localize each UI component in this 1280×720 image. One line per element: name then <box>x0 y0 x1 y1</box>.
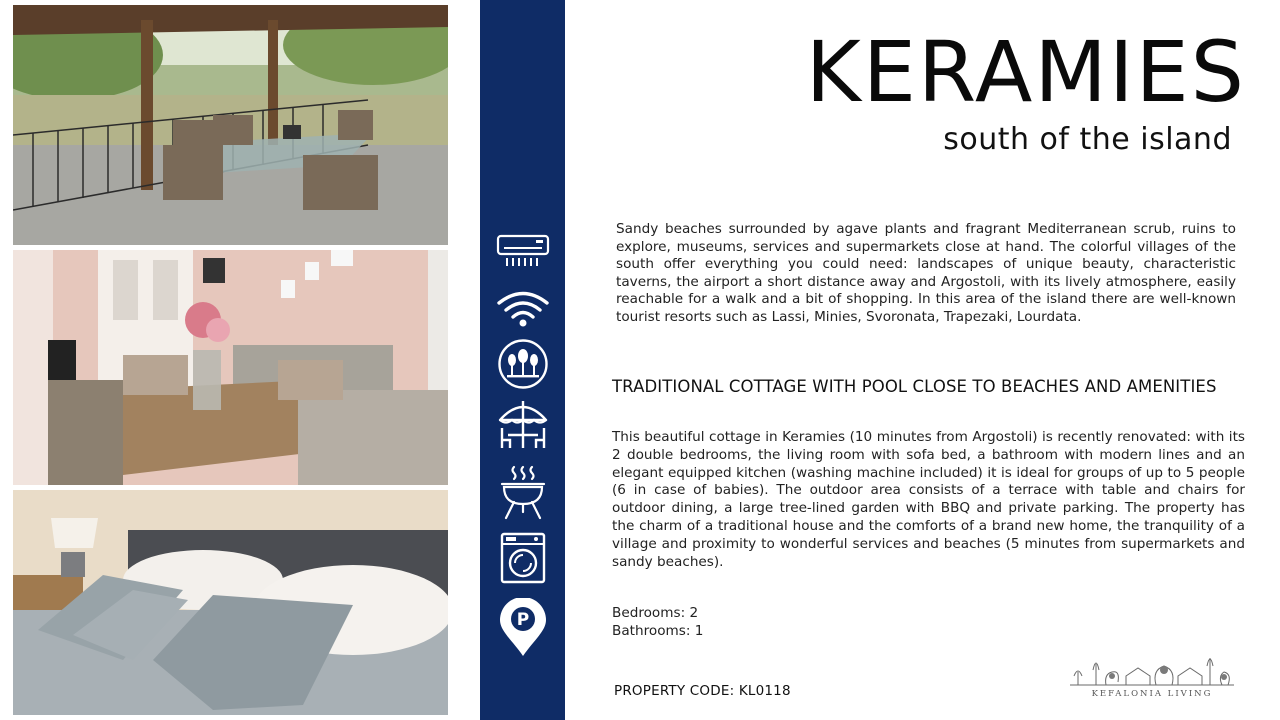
area-description: Sandy beaches surrounded by agave plants and fragrant Mediterranean scrub, ruins to explore, museums, services and supermarkets close at hand. The colorful villages of the south offer everything you could need: landscapes of unique beauty, characteristic taverns, the airport a short distance away and Argostoli, with its lively atmosphere, easily reachable for a walk and a bit of shopping. In this area of the island there are well-known tourist resorts such as Lassi, Minies, Svoronata, Trapezaki, Lourdata. <box>616 221 1236 325</box>
amenity-wifi <box>480 290 565 328</box>
kefalonia-living-logo <box>1066 652 1238 700</box>
property-code: PROPERTY CODE: KL0118 <box>614 683 791 699</box>
amenity-washing-machine <box>480 532 565 584</box>
listing-description: This beautiful cottage in Keramies (10 minutes from Argostoli) is recently renovated: with its 2 double bedrooms, the living room with sofa bed, a bathroom with modern lines and an elegant equipped kitchen (washing machine included) it is ideal for groups of up to 5 people (6 in case of babies). The outdoor area consists of a terrace with table and chairs for outdoor dining, a large tree-lined garden with BBQ and private parking. The property has the charm of a traditional house and the comforts of a brand new home, the tranquility of a village and proximity to wonderful services and beaches (5 minutes from supermarkets and sandy beaches). <box>612 429 1245 570</box>
property-specs <box>612 605 703 640</box>
logo-text: KEFALONIA LIVING <box>1091 689 1213 699</box>
wifi-icon <box>496 290 550 328</box>
washing-machine-icon <box>500 532 546 584</box>
terrace-photo <box>13 5 448 245</box>
parking-icon <box>498 598 548 658</box>
page-subtitle: south of the island <box>943 122 1232 157</box>
amenity-parking <box>480 598 565 658</box>
dining-room-photo <box>13 250 448 485</box>
parking-letter: P <box>516 610 529 630</box>
page-title: KERAMIES <box>805 23 1246 121</box>
air-conditioner-icon <box>496 234 550 268</box>
bathrooms-count: Bathrooms: 1 <box>612 622 704 639</box>
amenities-band <box>480 0 565 720</box>
amenity-bbq <box>480 464 565 520</box>
amenity-garden <box>480 338 565 390</box>
bedroom-photo <box>13 490 448 715</box>
listing-heading: TRADITIONAL COTTAGE WITH POOL CLOSE TO BEACHES AND AMENITIES <box>612 377 1217 396</box>
amenity-outdoor-dining <box>480 398 565 450</box>
bedrooms-count: Bedrooms: 2 <box>612 605 699 621</box>
logo-trees-icon <box>1066 652 1238 688</box>
outdoor-dining-icon <box>496 398 550 450</box>
garden-icon <box>497 338 549 390</box>
amenity-air-conditioner <box>480 234 565 268</box>
bbq-icon <box>500 464 546 520</box>
